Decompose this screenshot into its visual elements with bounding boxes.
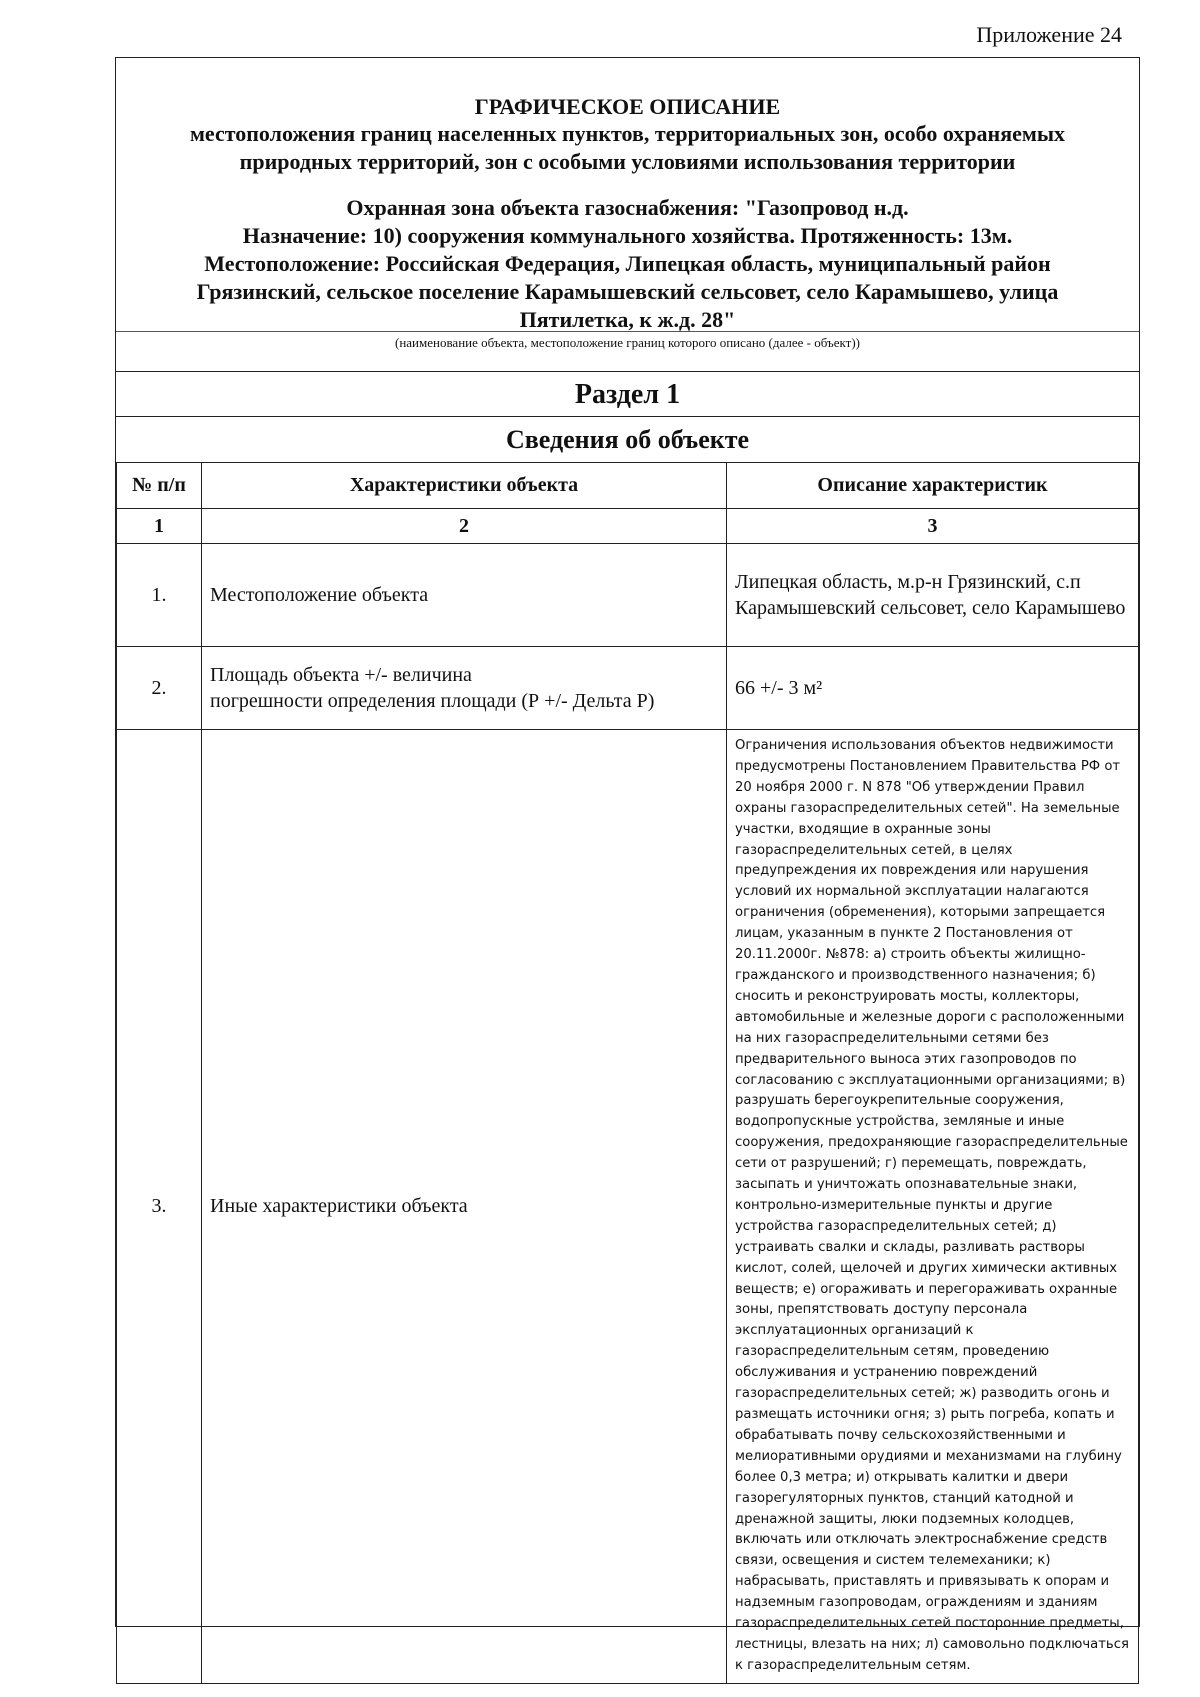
column-number: 3: [727, 509, 1139, 544]
row-characteristic-line-2: погрешности определения площади (Р +/- Дельта Р): [210, 690, 655, 712]
table-row: [117, 544, 1139, 647]
object-line-4: Грязинский, сельское поселение Карамышевский сельсовет, село Карамышево, улица: [196, 279, 1059, 304]
row-characteristic-line-1: Площадь объекта +/- величина: [210, 664, 472, 686]
document-title: ГРАФИЧЕСКОЕ ОПИСАНИЕ: [474, 94, 781, 119]
document-header: [116, 58, 1139, 331]
row-characteristic: Иные характеристики объекта: [202, 730, 727, 1684]
row-number: 1.: [117, 544, 202, 647]
object-info-table: [116, 462, 1139, 1684]
object-line-2: Назначение: 10) сооружения коммунального хозяйства. Протяженность: 13м.: [242, 223, 1013, 248]
object-line-5: Пятилетка, к ж.д. 28": [519, 307, 736, 332]
row-description: [727, 730, 1139, 1684]
object-line-1: Охранная зона объекта газоснабжения: "Газопровод н.д.: [346, 195, 909, 220]
column-number: 2: [202, 509, 727, 544]
header-description: Описание характеристик: [727, 463, 1139, 509]
table-header-row: [117, 463, 1139, 509]
header-characteristic: Характеристики объекта: [202, 463, 727, 509]
column-number-row: [117, 509, 1139, 544]
subtitle-line-1: местоположения границ населенных пунктов, территориальных зон, особо охраняемых: [189, 121, 1066, 146]
document-frame: [115, 57, 1140, 1673]
row-characteristic: [202, 647, 727, 730]
restrictions-text: Ограничения использования объектов недвижимости предусмотрены Постановлением Правительства РФ от 20 ноября 2000 г. N 878 "Об утверждении Правил охраны газораспределительных сетей". На земельные участки, входящие в охранные зоны газораспределительных сетей, в целях предупреждения их повреждения или нарушения условий их нормальной эксплуатации налагаются ограничения (обременения), которыми запрещается лицам, указанным в пункте 2 Постановления от 20.11.2000г. №878: а) строить объекты жилищно-гражданского и производственного назначения; б) сносить и реконструировать мосты, коллекторы, автомобильные и железные дороги с расположенными на них газораспределительными сетями без предварительного выноса этих газопроводов по согласованию с эксплуатационными организациями; в) разрушать берегоукрепительные сооружения, водопропускные устройства, земляные и иные сооружения, предохраняющие газораспределительные сети от разрушений; г) перемещать, повреждать, засыпать и уничтожать опознавательные знаки, контрольно-измерительные пункты и другие устройства газораспределительных сетей; д) устраивать свалки и склады, разливать растворы кислот, солей, щелочей и других химически активных веществ; е) огораживать и перегораживать охранные зоны, препятствовать доступу персонала эксплуатационных организаций к газораспределительным сетям, проведению обслуживания и устранению повреждений газораспределительных сетей; ж) разводить огонь и размещать источники огня; з) рыть погреба, копать и обрабатывать почву сельскохозяйственными и мелиоративными орудиями и механизмами на глубину более 0,3 метра; и) открывать калитки и двери газорегуляторных пунктов, станций катодной и дренажной защиты, люки подземных колодцев, включать или отключать электроснабжение средств связи, освещения и систем телемеханики; к) набрасывать, приставлять и привязывать к опорам и надземным газопроводам, ограждениям и зданиям газораспределительных сетей посторонние предметы, лестницы, влезать на них; л) самовольно подключаться к газораспределительным сетям.: [735, 738, 1129, 1673]
row-number: 2.: [117, 647, 202, 730]
row-description: Липецкая область, м.р-н Грязинский, с.п Карамышевский сельсовет, село Карамышево: [727, 544, 1139, 647]
column-number: 1: [117, 509, 202, 544]
table-row: [117, 647, 1139, 730]
appendix-label: Приложение 24: [976, 22, 1122, 47]
object-caption: (наименование объекта, местоположение границ которого описано (далее - объект)): [116, 331, 1139, 372]
object-line-3: Местоположение: Российская Федерация, Липецкая область, муниципальный район: [204, 251, 1051, 276]
table-row: [117, 730, 1139, 1684]
header-number: № п/п: [117, 463, 202, 509]
row-description: 66 +/- 3 м²: [727, 647, 1139, 730]
section-label: Раздел 1: [116, 371, 1139, 417]
row-number: 3.: [117, 730, 202, 1684]
object-name: [116, 194, 1139, 334]
row-characteristic: Местоположение объекта: [202, 544, 727, 647]
subtitle-line-2: природных территорий, зон с особыми условиями использования территории: [239, 149, 1016, 174]
document-subtitle: [116, 120, 1139, 176]
section-title: Сведения об объекте: [116, 416, 1139, 463]
